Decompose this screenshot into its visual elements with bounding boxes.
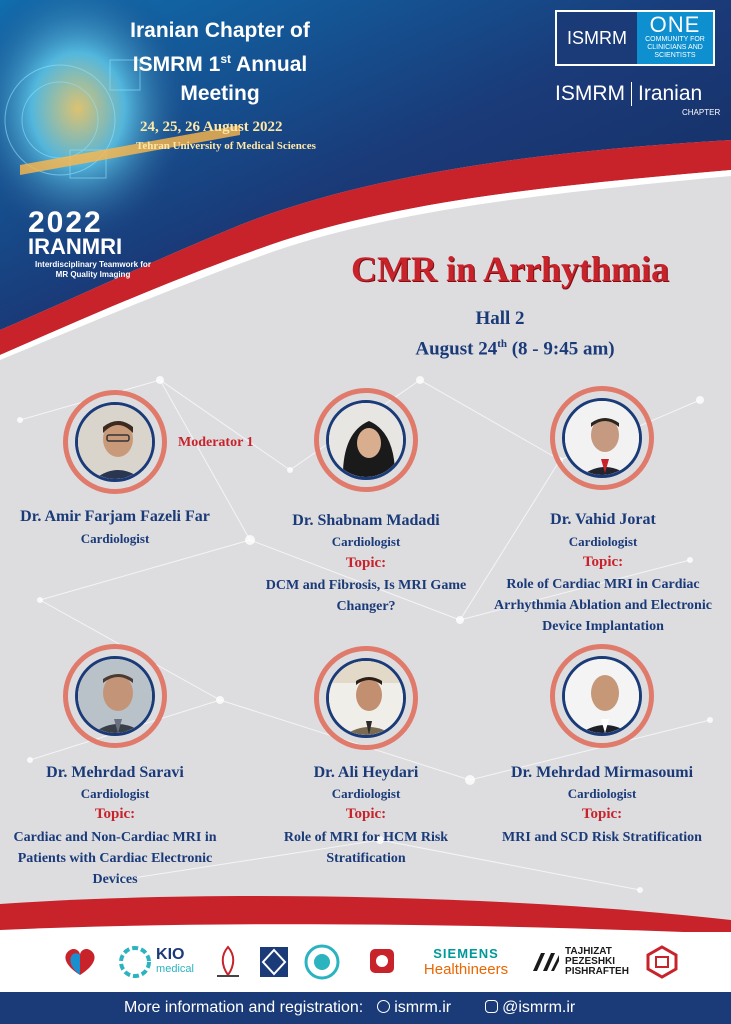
speaker-role: Cardiologist xyxy=(568,534,638,549)
ismrm-logo-left: ISMRM xyxy=(557,12,637,64)
footer-info-bar xyxy=(0,992,731,1024)
speaker-role: Cardiologist xyxy=(567,786,637,801)
session-title: CMR in Arrhythmia xyxy=(351,249,669,289)
topic-label: Topic: xyxy=(581,806,623,822)
conference-title xyxy=(100,16,340,108)
speaker-name: Dr. Mehrdad Mirmasoumi xyxy=(510,764,694,781)
ismrm-logo-one: ONE COMMUNITY FOR CLINICIANS AND SCIENTISTS xyxy=(637,12,713,64)
iranmri-logo: 2022 IRANMRI Interdisciplinary Teamwork for MR Quality Imaging xyxy=(28,206,151,279)
footer-info-text: More information and registration: xyxy=(124,999,364,1016)
conference-title-line2: ISMRM 1st Annual xyxy=(132,52,308,76)
tajhizat-pezeshki-logo: TAJHIZAT PEZESHKI PISHRAFTEH xyxy=(528,940,632,984)
speaker-photo xyxy=(562,398,642,478)
speaker-photo xyxy=(326,400,406,480)
conference-title-line3: Meeting xyxy=(180,82,260,105)
website-link[interactable]: ismrm.ir xyxy=(377,999,451,1017)
speaker-role: Cardiologist xyxy=(331,786,401,801)
topic-label: Topic: xyxy=(345,555,387,571)
speaker-photo xyxy=(75,402,155,482)
session-hall: Hall 2 xyxy=(475,308,525,329)
footer-wave xyxy=(0,890,731,936)
speaker-role: Cardiologist xyxy=(80,786,150,801)
speaker-name: Dr. Mehrdad Saravi xyxy=(46,764,184,781)
speaker-topic: DCM and Fibrosis, Is MRI Game Changer? xyxy=(265,578,467,614)
speaker-role: Cardiologist xyxy=(80,531,150,546)
header-banner xyxy=(0,0,731,360)
speaker-photo xyxy=(75,656,155,736)
speaker-name: Dr. Ali Heydari xyxy=(313,764,419,781)
red-hexagon-logo xyxy=(640,940,684,984)
kio-medical-logo: KIO medical xyxy=(112,940,200,984)
society-round-logo xyxy=(300,940,344,984)
topic-label: Topic: xyxy=(345,806,387,822)
globe-icon xyxy=(377,1000,390,1013)
conference-venue: Tehran University of Medical Sciences xyxy=(136,140,316,152)
faranet-logo xyxy=(356,940,408,984)
ismrm-one-logo xyxy=(555,10,715,66)
topic-label: Topic: xyxy=(94,806,136,822)
speaker-name: Dr. Vahid Jorat xyxy=(550,511,656,528)
heart-logo xyxy=(60,940,100,984)
instagram-link[interactable]: @ismrm.ir xyxy=(485,999,575,1017)
speaker-topic: Role of Cardiac MRI in Cardiac Arrhythmia Ablation and Electronic Device Implantation xyxy=(494,577,712,634)
conference-title-line1: Iranian Chapter of xyxy=(130,19,310,42)
speaker-photo xyxy=(562,656,642,736)
conference-dates: 24, 25, 26 August 2022 xyxy=(140,119,283,135)
speaker-photo xyxy=(326,658,406,738)
topic-label: Topic: xyxy=(582,554,624,570)
siemens-healthineers-logo: SIEMENS Healthineers xyxy=(423,946,509,978)
ismrm-iranian-logo: ISMRM Iranian xyxy=(555,82,703,105)
instagram-icon xyxy=(485,1000,498,1013)
speaker-topic: Cardiac and Non-Cardiac MRI in Patients with Cardiac Electronic Devices xyxy=(13,830,217,887)
speaker-name: Dr. Shabnam Madadi xyxy=(292,512,440,529)
sponsor-logos-bar xyxy=(0,932,731,992)
speaker-topic: Role of MRI for HCM Risk Stratification xyxy=(283,830,449,866)
speaker-name: Dr. Amir Farjam Fazeli Far xyxy=(20,508,210,525)
chapter-label: CHAPTER xyxy=(682,108,721,117)
moderator-label: Moderator 1 xyxy=(178,435,254,450)
speaker-role: Cardiologist xyxy=(331,534,401,549)
university-emblem-logo xyxy=(256,940,292,984)
ministry-emblem-logo xyxy=(208,940,248,984)
speaker-topic: MRI and SCD Risk Stratification xyxy=(502,830,702,845)
session-date: August 24th (8 - 9:45 am) xyxy=(415,338,615,360)
